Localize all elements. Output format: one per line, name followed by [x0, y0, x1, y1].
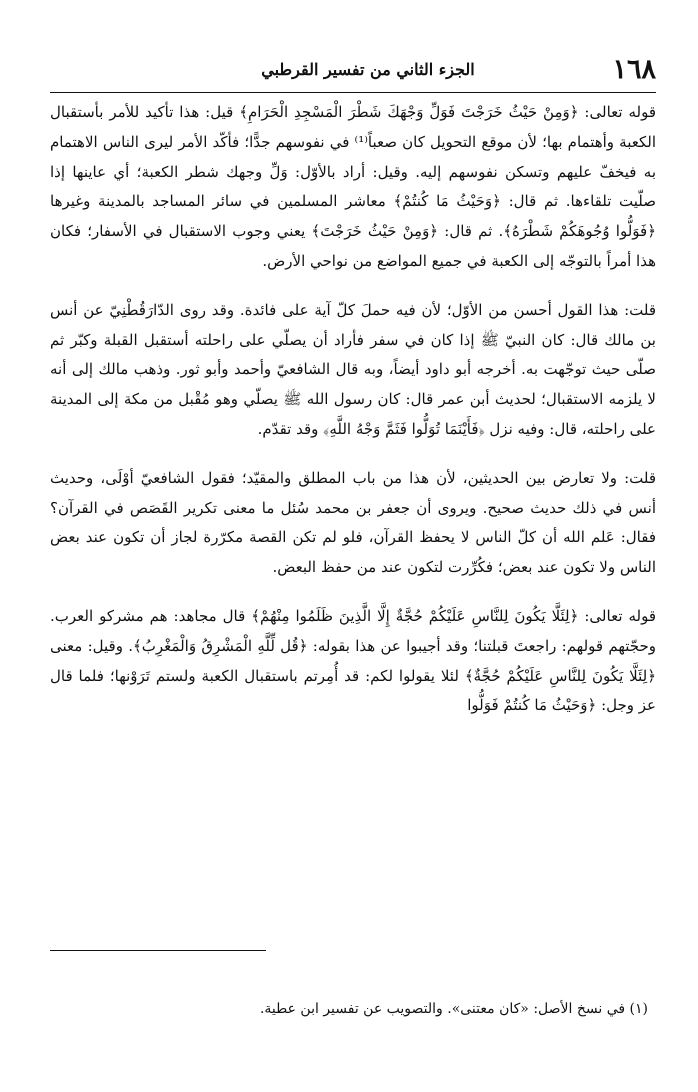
- paragraph-text: قوله تعالى: ﴿لِئَلَّا يَكُونَ لِلنَّاسِ عَلَيْكُمْ حُجَّةٌ إِلَّا الَّذِينَ ظَلَمُوا مِنْهُمْ﴾ قال مجاهد: هم مشركو العرب. وحجّتهم قولهم: راجعتَ قبلتنا؛ وقد أجيبوا عن هذا بقوله: ﴿قُل لِّلَّهِ الْمَشْرِقُ وَالْمَغْرِبُ﴾. وقيل: معنى ﴿لِئَلَّا يَكُونَ لِلنَّاسِ عَلَيْكُمْ حُجَّةٌ﴾ لئلا يقولوا لكم: قد أُمِرتم باستقبال الكعبة ولستم تَرَوْنها؛ فلما قال عز وجل: ﴿وَحَيْثُ مَا كُنتُمْ فَوَلُّوا: [50, 606, 656, 715]
- paragraph-text: قلت: هذا القول أحسن من الأوّل؛ لأن فيه حملَ كلّ آية على فائدة. وقد روى الدّارَقُطْنِيّ عن أنس بن مالك قال: كان النبيّ ﷺ إذا كان في سفر فأراد أن يصلّي على راحلته أستقبل القبلة وكبّر ثم صلّى حيث توجّهت به. أخرجه أبو داود أيضاً، وبه قال الشافعيّ وأحمد وأبو ثور. وذهب مالك إلى أنه لا يلزمه الاستقبال؛ لحديث أبن عمر قال: كان رسول الله ﷺ يصلّي وهو مُقْبل من مكة إلى المدينة على راحلته، قال: وفيه نزل ﴿فَأَيْنَمَا تُوَلُّوا فَثَمَّ وَجْهُ اللَّهِ﴾ وقد تقدّم.: [50, 300, 656, 438]
- page-header: [50, 54, 656, 93]
- running-title: الجزء الثاني من تفسير القرطبي: [261, 60, 475, 79]
- paragraph: [50, 98, 656, 277]
- page-body: [50, 98, 656, 740]
- footnote-separator: [50, 950, 266, 951]
- paragraph-text: قلت: ولا تعارض بين الحديثين، لأن هذا من باب المطلق والمقيّد؛ فقول الشافعيّ أوْلَى، وحديث أنس في ذلك حديث صحيح. ويروى أن جعفر بن محمد سُئل ما معنى تكرير القَصَص في القرآن؟ فقال: عَلم الله أن كلّ الناس لا يحفظ القرآن، فلو لم تكن القصة مكرّرة لجاز أن تكون عند بعض الناس ولا تكون عند بعض؛ فكُرِّرت لتكون عند من حفظ البعض.: [50, 468, 656, 577]
- paragraph: [50, 602, 656, 721]
- paragraph: [50, 296, 656, 445]
- page-number: ١٦٨: [612, 54, 656, 85]
- footnote: (١) في نسخ الأصل: «كان معتنى». والتصويب عن تفسير ابن عطية.: [259, 1001, 648, 1017]
- paragraph-text: قوله تعالى: ﴿وَمِنْ حَيْثُ خَرَجْتَ فَوَلِّ وَجْهَكَ شَطْرَ الْمَسْجِدِ الْحَرَامِ﴾ قيل: هذا تأكيد للأمر بأستقبال الكعبة وأهتمام بها؛ لأن موقع التحويل كان صعباً⁽¹⁾ في نفوسهم جدًّا؛ فأكّد الأمر ليرى الناس الاهتمام به فيخفّ عليهم وتسكن نفوسهم إليه. وقيل: أراد بالأوّل: وَلِّ وجهك شطر الكعبة؛ أي عاينها إذا صلّيت تلقاءها. ثم قال: ﴿وَحَيْثُ مَا كُنتُمْ﴾ معاشر المسلمين في سائر المساجد بالمدينة وغيرها ﴿فَوَلُّوا وُجُوهَكُمْ شَطْرَهُ﴾. ثم قال: ﴿وَمِنْ حَيْثُ خَرَجْتَ﴾ يعني وجوب الاستقبال في الأسفار؛ فكان هذا أمراً بالتوجّه إلى الكعبة في جميع المواضع من نواحي الأرض.: [50, 103, 657, 270]
- paragraph: [50, 464, 656, 583]
